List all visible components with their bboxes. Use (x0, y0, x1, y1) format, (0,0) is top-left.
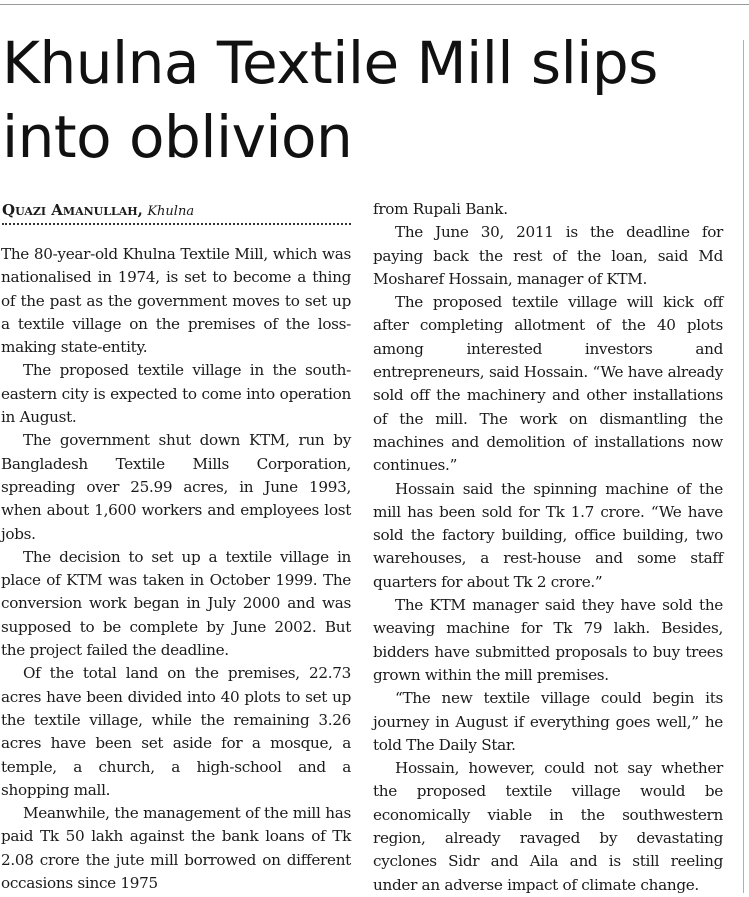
paragraph-continued: from Rupali Bank. (373, 200, 508, 218)
paragraph: The KTM manager said they have sold the weaving machine for Tk 79 lakh. Besides, bidders have submitted proposals to buy trees grown within the mill premises. (373, 596, 723, 684)
paragraph: The 80-year-old Khulna Textile Mill, which was nationalised in 1974, is set to become a thing of the past as the government moves to set up a textile village on the premises of the loss-making state-entity. (1, 245, 351, 357)
headline: Khulna Textile Mill slips into oblivion (2, 29, 658, 171)
paragraph: The proposed textile village will kick off after completing allotment of the 40 plots among interested investors and entrepreneurs, said Hossain. “We have already sold off the machinery and other installations of the mill. The work on dismantling the machines and demolition of installations now continues.” (373, 293, 723, 475)
paragraph: Hossain said the spinning machine of the mill has been sold for Tk 1.7 crore. “We have sold the factory building, office building, two warehouses, a rest-house and some staff quarters for about Tk 2 crore.” (373, 479, 723, 591)
paragraph: The proposed textile village in the south-eastern city is expected to come into operation in August. (1, 361, 351, 427)
paragraph: Hossain, however, could not say whether the proposed textile village would be economically viable in the southwestern region, already ravaged by devastating cyclones Sidr and Aila and is still reeling under an adverse impact of climate change. (373, 759, 723, 894)
column-rule (743, 40, 744, 893)
article-column-left (1, 243, 351, 895)
paragraph: The decision to set up a textile village in place of KTM was taken in October 1999. The conversion work began in July 2000 and was supposed to be complete by June 2002. But the project failed the deadline. (1, 547, 351, 660)
paragraph: Meanwhile, the management of the mill has paid Tk 50 lakh against the bank loans of Tk 2.08 crore the jute mill borrowed on different occasions since 1975 (1, 804, 351, 893)
byline-location: Khulna (147, 204, 195, 219)
paragraph: The June 30, 2011 is the deadline for paying back the rest of the loan, said Md Mosharef Hossain, manager of KTM. (373, 223, 723, 288)
top-rule (0, 4, 749, 5)
paragraph: “The new textile village could begin its journey in August if everything goes well,” he told The Daily Star. (373, 689, 723, 754)
byline (2, 200, 352, 222)
paragraph: Of the total land on the premises, 22.73 acres have been divided into 40 plots to set up the textile village, while the remaining 3.26 acres have been set aside for a mosque, a temple, a church, a high-school and a shopping mall. (1, 664, 351, 799)
paragraph: The government shut down KTM, run by Bangladesh Textile Mills Corporation, spreading over 25.99 acres, in June 1993, when about 1,600 workers and employees lost jobs. (1, 431, 351, 543)
byline-author: Quazi Amanullah, (2, 201, 143, 219)
article-column-right (373, 198, 723, 897)
byline-divider (2, 223, 351, 225)
